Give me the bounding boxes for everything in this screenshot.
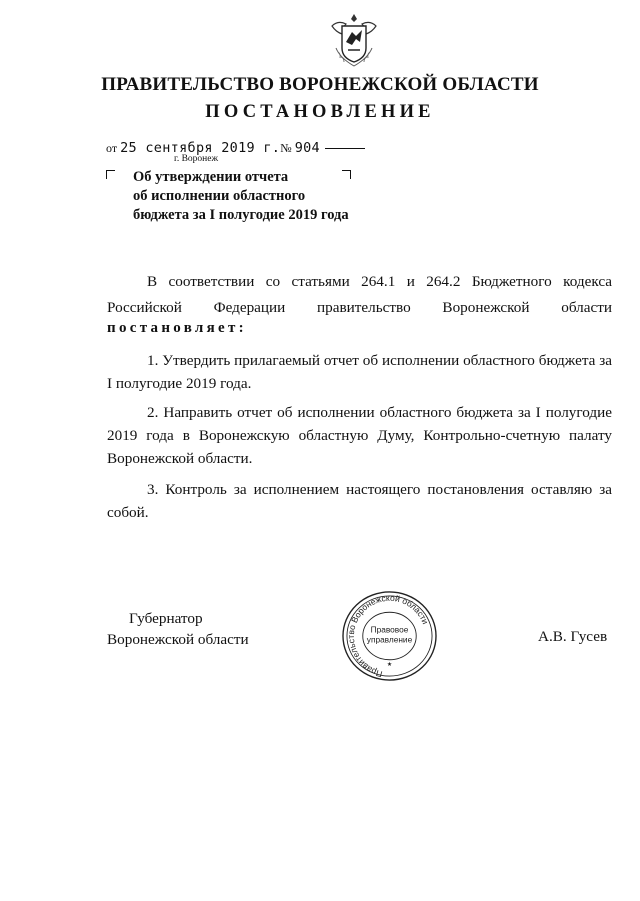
subject-line: бюджета за I полугодие 2019 года <box>133 207 349 223</box>
subject-line: об исполнении областного <box>133 188 306 204</box>
stamp-star-icon: ★ <box>386 661 393 669</box>
clause-2: 2. Направить отчет об исполнении областного бюджета за I полугодие 2019 года в Воронежскую областную Думу, Контрольно-счетную палату Воронежской области. <box>107 404 612 467</box>
signatory-title-line: Губернатор <box>129 610 203 627</box>
preamble-line-1: В соответствии со статьями 264.1 и 264.2 Бюджетного кодекса <box>147 273 612 290</box>
coat-of-arms-icon <box>326 12 382 70</box>
date-prefix: от <box>106 141 118 155</box>
clause-3: 3. Контроль за исполнением настоящего постановления оставляю за собой. <box>107 481 612 521</box>
document-type: ПОСТАНОВЛЕНИЕ <box>205 102 435 122</box>
registration-number: 904 <box>294 140 320 156</box>
corner-bracket-left <box>106 170 115 179</box>
government-title: ПРАВИТЕЛЬСТВО ВОРОНЕЖСКОЙ ОБЛАСТИ <box>101 74 539 95</box>
signatory-title-line: Воронежской области <box>107 631 249 648</box>
city-label: г. Воронеж <box>174 154 219 164</box>
clause-1: 1. Утвердить прилагаемый отчет об исполнении областного бюджета за I полугодие 2019 года. <box>107 352 612 392</box>
official-stamp <box>340 589 439 683</box>
document-subject <box>133 168 349 225</box>
number-label: № <box>280 141 292 155</box>
resolves-label: постановляет: <box>107 320 247 336</box>
subject-line: Об утверждении отчета <box>133 169 289 185</box>
stamp-ring-text: Правительство Воронежской области <box>345 592 431 680</box>
preamble-line-2: Российской Федерации правительство Воронежской области <box>107 299 612 316</box>
number-underline <box>325 148 365 149</box>
registration-line <box>106 140 365 156</box>
signatory-title <box>107 608 249 650</box>
signatory-name: А.В. Гусев <box>538 628 608 645</box>
stamp-center-line-2: управление <box>366 634 413 645</box>
registration-date: 25 сентября 2019 г. <box>120 140 281 156</box>
stamp-center-line-1: Правовое <box>370 624 409 635</box>
